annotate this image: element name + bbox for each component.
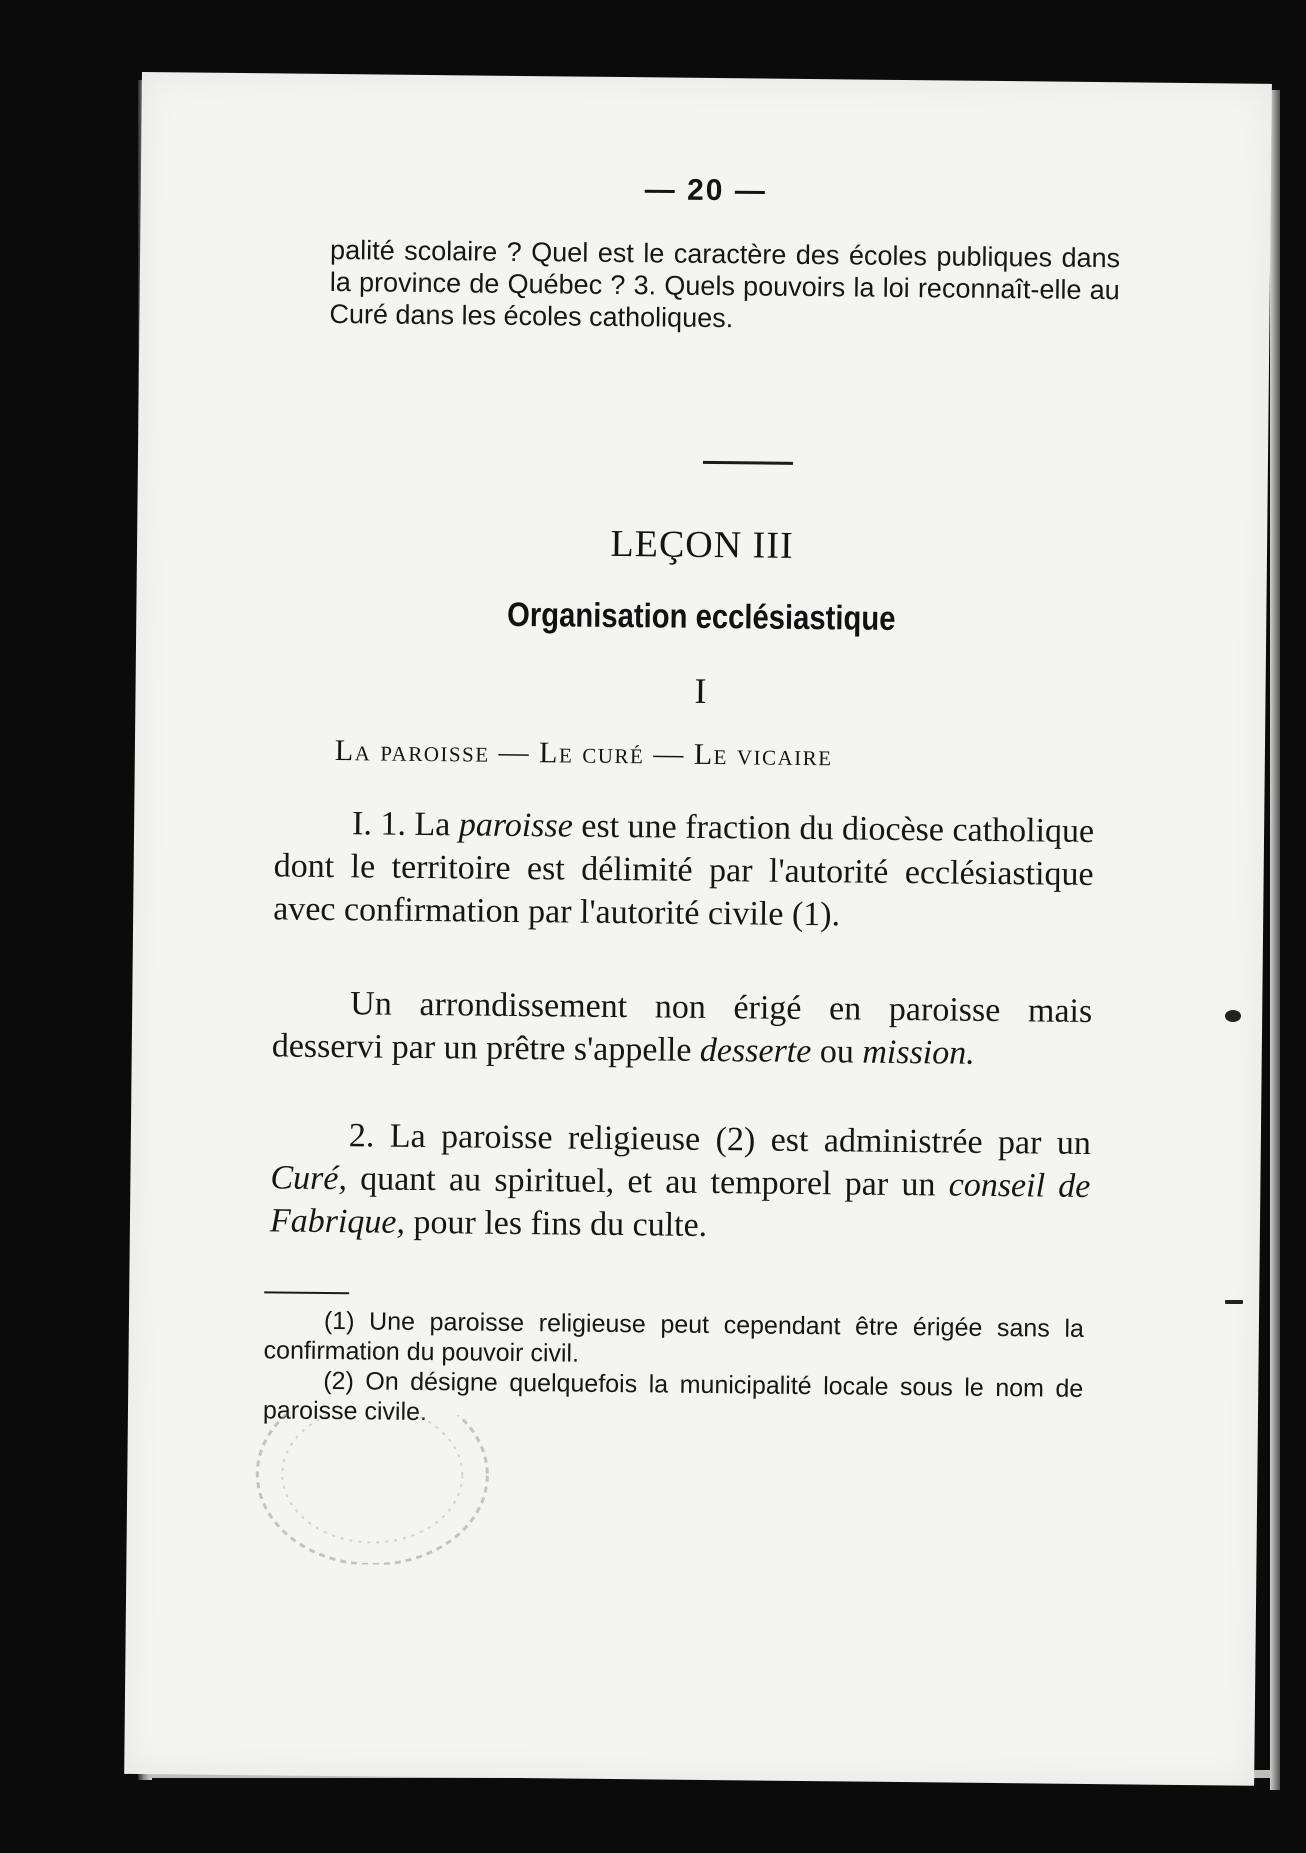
paragraph-3-term-cure: Curé, — [270, 1159, 348, 1198]
section-number: I — [694, 670, 707, 711]
section-heading: La paroisse — Le curé — Le vicaire — [334, 734, 833, 773]
lesson-title: LEÇON III — [610, 522, 794, 567]
footnote-divider — [264, 1291, 349, 1294]
paragraph-2-term-desserte: desserte — [699, 1031, 812, 1071]
lesson-subtitle: Organisation ecclésiastique — [506, 595, 896, 638]
paragraph-parish-definition — [273, 801, 1094, 939]
paragraph-1-lead: I. 1. La — [351, 805, 460, 844]
paragraph-2-lead: Un arrondissement non érigé en paroisse mais desservi par un prêtre s'appelle — [271, 985, 1093, 1069]
scan-speck — [1225, 1010, 1241, 1022]
paragraph-1-rest: est une fraction du diocèse catholique dont le territoire est délimité par l'autorité ecclésiastique avec confirmation par l'autorité civile (1). — [273, 807, 1095, 934]
paragraph-3-middle: quant au spirituel, et au temporel par un — [346, 1160, 949, 1204]
carryover-paragraph: palité scolaire ? Quel est le caractère des écoles publiques dans la province de Québec ? 3. Quels pouvoirs la loi reconnaît-elle au Curé dans les écoles catholiques. — [329, 234, 1121, 334]
page-edge-right — [1270, 90, 1280, 1790]
scan-speck — [1225, 1300, 1243, 1304]
paragraph-3-rest: pour les fins du culte. — [404, 1203, 708, 1244]
paragraph-parish-administration — [270, 1113, 1091, 1251]
footnote-2: (2) On désigne quelquefois la municipalité locale sous le nom de paroisse civile. — [262, 1366, 1084, 1427]
paragraph-1-term: paroisse — [458, 806, 574, 845]
paragraph-mission-definition — [272, 981, 1093, 1076]
paragraph-3-lead: 2. La paroisse religieuse (2) est administrée par un — [348, 1117, 1092, 1162]
footnote-1: (1) Une paroisse religieuse peut cependant être érigée sans la confirmation du pouvoir civil. — [263, 1306, 1085, 1368]
page-number: — 20 — — [644, 173, 767, 208]
paragraph-2-term-mission: mission. — [862, 1033, 975, 1072]
lesson-divider — [703, 461, 793, 465]
paragraph-3-term-fabrique: conseil de Fabrique, — [269, 1166, 1091, 1241]
paragraph-2-middle: ou — [811, 1033, 863, 1071]
book-page — [124, 72, 1272, 1786]
library-stamp — [246, 1413, 498, 1566]
